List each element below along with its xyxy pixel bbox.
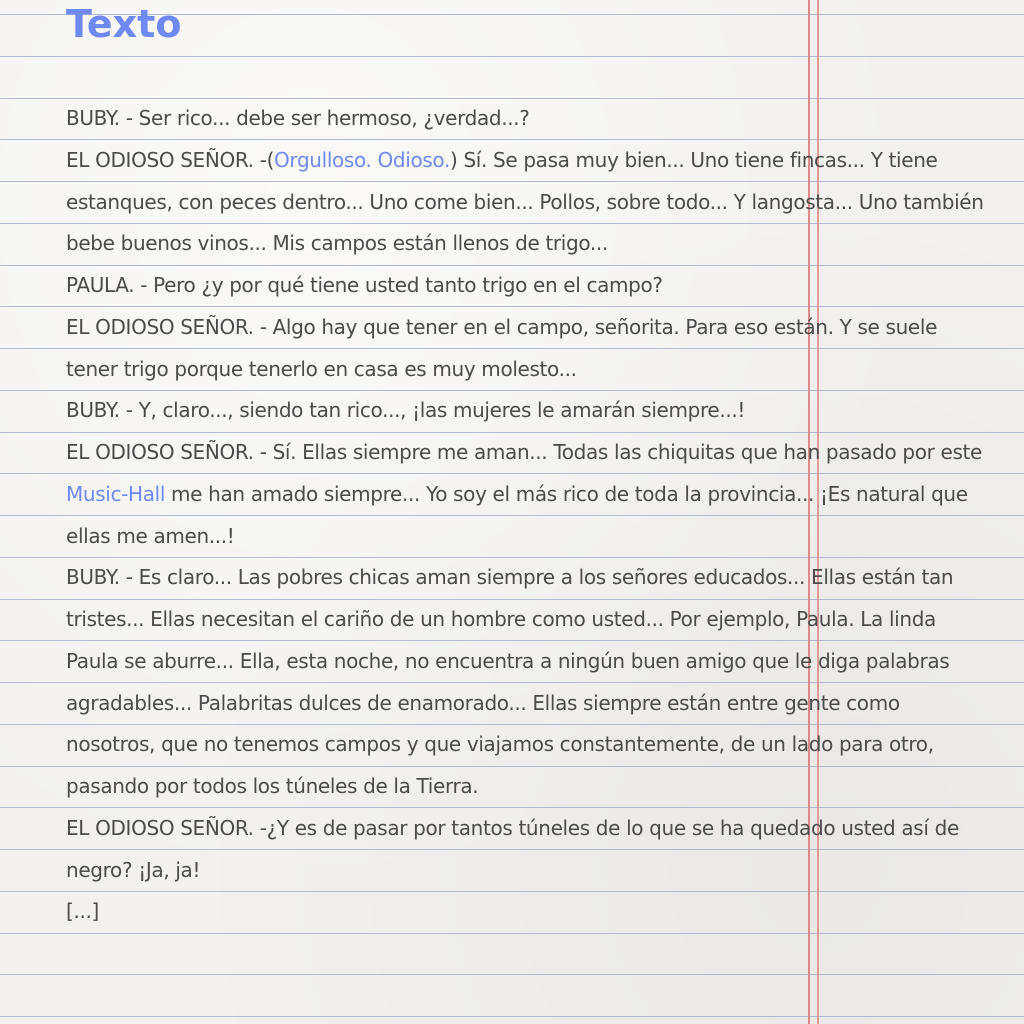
- ruled-line: [0, 56, 1024, 57]
- paragraph-text-before: EL ODIOSO SEÑOR. -(: [66, 147, 275, 172]
- paragraph-ellipsis: [...]: [66, 899, 99, 924]
- paragraph-senor-3: [66, 432, 994, 557]
- paragraph-text-after: ) Sí. Se pasa muy bien... Uno tiene fincas... Y tiene estanques, con peces dentro... Uno come bien... Pollos, sobre todo... Y langosta... Uno también bebe buenos vinos... Mis campos están llenos de trigo...: [66, 147, 984, 256]
- paragraph-text-after: me han amado siempre... Yo soy el más rico de toda la provincia... ¡Es natural que ellas me amen...!: [66, 481, 968, 548]
- paragraph-senor-4: EL ODIOSO SEÑOR. -¿Y es de pasar por tantos túneles de lo que se ha quedado usted así de negro? ¡Ja, ja!: [66, 815, 959, 882]
- paragraph-senor-2: EL ODIOSO SEÑOR. - Algo hay que tener en el campo, señorita. Para eso están. Y se suele tener trigo porque tenerlo en casa es muy molesto...: [66, 314, 938, 381]
- paragraph-buby-2: BUBY. - Y, claro..., siendo tan rico..., ¡las mujeres le amarán siempre...!: [66, 398, 746, 423]
- paragraph-paula-1: PAULA. - Pero ¿y por qué tiene usted tanto trigo en el campo?: [66, 273, 663, 297]
- paragraph-senor-1: [66, 140, 994, 265]
- page-title: Texto: [66, 2, 182, 46]
- ruled-line: [0, 1016, 1024, 1017]
- paragraph-buby-3: BUBY. - Es claro... Las pobres chicas aman siempre a los señores educados... Ellas están tan tristes... Ellas necesitan el cariño de un hombre como usted... Por ejemplo, Paula. La linda Paula se aburre... Ella, esta noche, no encuentra a ningún buen amigo que le diga palabras agradables... Palabritas dulces de enamorado... Ellas siempre están entre gente como nosotros, que no tenemos campos y que viajamos constantemente, de un lado para otro, pasando por todos los túneles de la Tierra.: [66, 565, 954, 798]
- music-hall-highlight: Music-Hall: [66, 481, 166, 506]
- stage-direction-highlight: Orgulloso. Odioso.: [274, 147, 450, 172]
- paragraph-text-before: EL ODIOSO SEÑOR. - Sí. Ellas siempre me aman... Todas las chiquitas que han pasado por este: [66, 440, 982, 464]
- ruled-line: [0, 933, 1024, 934]
- dialogue-text: [66, 98, 994, 933]
- paragraph-buby-1: BUBY. - Ser rico... debe ser hermoso, ¿verdad...?: [66, 106, 530, 130]
- ruled-line: [0, 974, 1024, 975]
